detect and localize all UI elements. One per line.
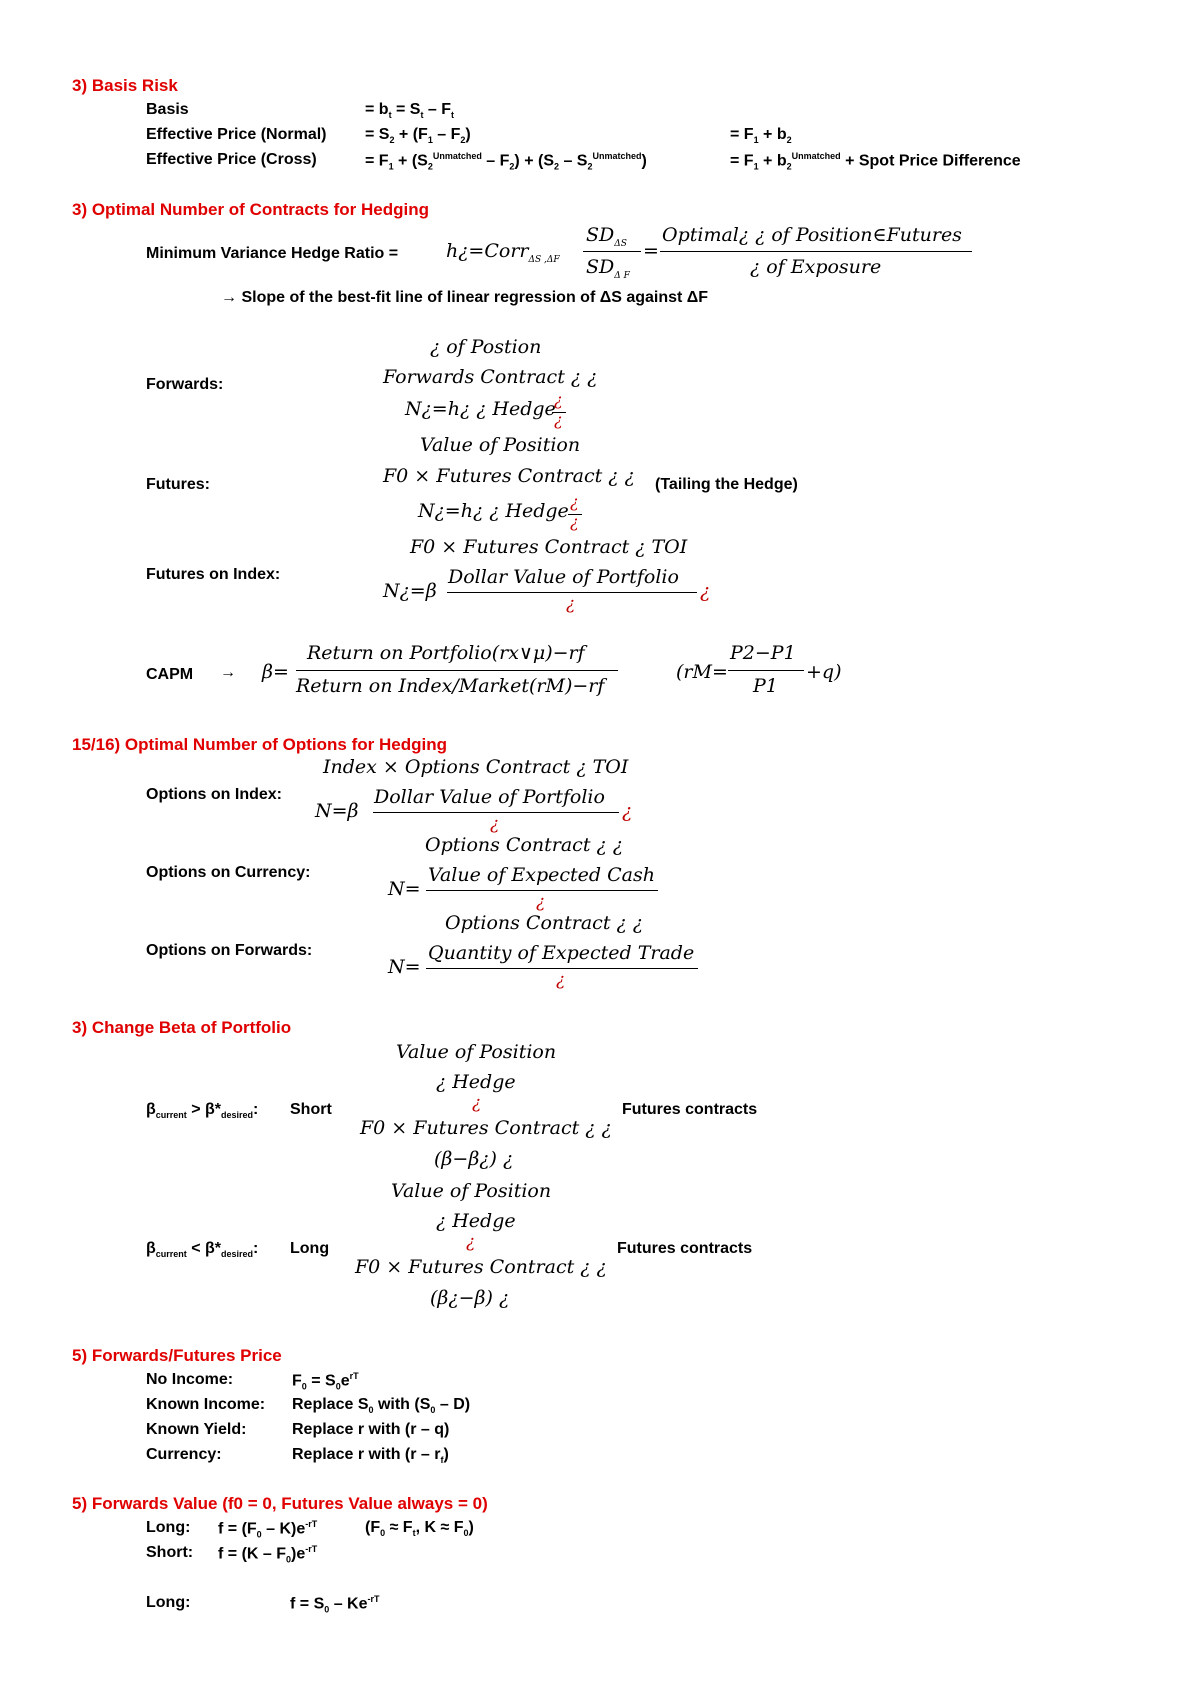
long-line-1: Value of Position xyxy=(391,1180,552,1202)
mvhr-equals: = xyxy=(643,240,659,262)
futures-label: Futures: xyxy=(146,476,210,493)
options-currency-line-1: Options Contract ¿ ¿ xyxy=(425,834,623,856)
long-condition: $\beta_{current} < \beta*_{desired}$: xyxy=(146,1240,259,1260)
long-line-4: (β¿−β) ¿ xyxy=(430,1287,510,1309)
options-index-bar xyxy=(373,812,619,813)
mvhr-lhs: h¿=Corr$_{\Delta S ,\Delta F}$ xyxy=(446,240,560,265)
futures-index-den: ¿ xyxy=(566,594,576,614)
futures-index-tail: ¿ xyxy=(700,580,711,602)
capm-rm-tail: +q) xyxy=(806,661,842,683)
effective-price-cross-alt: = $F_1 + b_2^{Unmatched}$ + Spot Price Difference xyxy=(730,151,1021,172)
long-line-2: ¿ Hedge xyxy=(436,1210,516,1232)
effective-price-cross-label: Effective Price (Cross) xyxy=(146,151,317,168)
optimal-position-numerator: Optimal¿ ¿ of Position∈Futures xyxy=(662,224,962,246)
options-forwards-lhs: N= xyxy=(388,956,421,978)
forwards-frac-den: ¿ xyxy=(554,410,563,429)
futures-frac-den: ¿ xyxy=(570,512,579,531)
effective-price-normal-formula: = $S_2 + (F_1 - F_2)$ xyxy=(365,126,471,146)
fv-long-formula: $f = (F_0 - K)e^{-rT}$ xyxy=(218,1519,318,1540)
long-line-3: F0 × Futures Contract ¿ ¿ xyxy=(355,1256,607,1278)
long-action: Long xyxy=(290,1240,330,1257)
capm-denominator: Return on Index/Market(rM)−rf xyxy=(296,675,605,697)
currency-value: Replace r with $(r - r_f)$ xyxy=(292,1446,449,1466)
short-action: Short xyxy=(290,1101,332,1118)
options-index-den: ¿ xyxy=(490,814,500,834)
known-yield-value: Replace r with (r – q) xyxy=(292,1421,450,1438)
futures-index-numerator: Dollar Value of Portfolio xyxy=(448,566,679,588)
capm-beta: β= xyxy=(262,661,289,683)
options-heading: 15/16) Optimal Number of Options for Hedging xyxy=(72,735,447,754)
forwards-label: Forwards: xyxy=(146,376,224,393)
mvhr-label: Minimum Variance Hedge Ratio = xyxy=(146,245,399,262)
effective-price-cross-formula: = $F_1 + (S_2^{Unmatched} - F_2) + (S_2 - S_2^{Unmatched})$ xyxy=(365,151,647,172)
options-currency-den: ¿ xyxy=(536,892,546,912)
options-forwards-numerator: Quantity of Expected Trade xyxy=(428,942,695,964)
forwards-value-heading: 5) Forwards Value (f0 = 0, Futures Value always = 0) xyxy=(72,1494,488,1513)
short-line-2: ¿ Hedge xyxy=(436,1071,516,1093)
short-suffix: Futures contracts xyxy=(622,1101,758,1118)
short-line-1: Value of Position xyxy=(396,1041,557,1063)
basis-label: Basis xyxy=(146,101,189,118)
options-currency-lhs: N= xyxy=(388,878,421,900)
futures-price-heading: 5) Forwards/Futures Price xyxy=(72,1346,282,1365)
futures-index-bar xyxy=(447,592,697,593)
capm-arrow: → xyxy=(220,664,236,681)
no-income-label: No Income: xyxy=(146,1371,234,1388)
options-forwards-line-1: Options Contract ¿ ¿ xyxy=(445,912,643,934)
fv-long2-label: Long: xyxy=(146,1594,191,1611)
capm-rm: (rM= xyxy=(676,661,728,683)
options-forwards-den: ¿ xyxy=(556,970,566,990)
capm-rm-bar xyxy=(728,670,804,671)
forwards-line-1: ¿ of Postion xyxy=(430,336,542,358)
sd-fraction-bar xyxy=(583,251,641,252)
forwards-line-2: Forwards Contract ¿ ¿ xyxy=(383,366,598,388)
options-forwards-label: Options on Forwards: xyxy=(146,942,313,959)
fv-long-note: ($F_0 \approx F_t$, $K \approx F_0$) xyxy=(365,1519,474,1539)
forwards-line-3: N¿=h¿ ¿ Hedge xyxy=(405,398,556,420)
no-income-value: $F_0 = S_0e^{rT}$ xyxy=(292,1371,359,1392)
capm-rm-denominator: P1 xyxy=(753,675,778,697)
effective-price-normal-label: Effective Price (Normal) xyxy=(146,126,327,143)
change-beta-heading: 3) Change Beta of Portfolio xyxy=(72,1018,292,1037)
futures-index-line-1: F0 × Futures Contract ¿ TOI xyxy=(410,536,688,558)
sd-numerator: $SD_{\Delta S}$ xyxy=(586,224,627,249)
short-mid-q: ¿ xyxy=(472,1093,482,1113)
options-index-line-1: Index × Options Contract ¿ TOI xyxy=(323,756,629,778)
options-index-tail: ¿ xyxy=(622,800,633,822)
fv-short-label: Short: xyxy=(146,1544,194,1561)
fv-long2-formula: $f = S_0 - Ke^{-rT}$ xyxy=(290,1594,380,1615)
options-index-lhs: N=β xyxy=(315,800,359,822)
futures-line-1: Value of Position xyxy=(420,434,581,456)
capm-rm-numerator: P2−P1 xyxy=(730,642,796,664)
fv-short-formula: $f = (K - F_0)e^{-rT}$ xyxy=(218,1544,318,1565)
known-yield-label: Known Yield: xyxy=(146,1421,247,1438)
long-mid-q: ¿ xyxy=(466,1232,476,1252)
optimal-fraction-bar xyxy=(660,251,972,252)
short-line-3: F0 × Futures Contract ¿ ¿ xyxy=(360,1117,612,1139)
options-currency-label: Options on Currency: xyxy=(146,864,311,881)
currency-label: Currency: xyxy=(146,1446,222,1463)
exposure-denominator: ¿ of Exposure xyxy=(750,256,882,278)
futures-index-lhs: N¿=β xyxy=(383,580,437,602)
fv-long-label: Long: xyxy=(146,1519,191,1536)
short-condition: $\beta_{current} > \beta*_{desired}$: xyxy=(146,1101,259,1121)
options-forwards-bar xyxy=(426,968,698,969)
futures-frac-num: ¿ xyxy=(570,492,579,511)
options-currency-bar xyxy=(426,890,658,891)
known-income-label: Known Income: xyxy=(146,1396,266,1413)
sd-denominator: $SD_{\Delta F}$ xyxy=(586,256,630,281)
long-suffix: Futures contracts xyxy=(617,1240,753,1257)
tailing-note: (Tailing the Hedge) xyxy=(655,476,798,493)
effective-price-normal-alt: = $F_1 + b_2$ xyxy=(730,126,792,146)
capm-label: CAPM xyxy=(146,666,194,683)
known-income-value: Replace $S_0$ with $(S_0 - D)$ xyxy=(292,1396,471,1416)
capm-numerator: Return on Portfolio(rx∨μ)−rf xyxy=(307,642,585,664)
futures-index-label: Futures on Index: xyxy=(146,566,281,583)
short-line-4: (β−β¿) ¿ xyxy=(434,1148,514,1170)
options-currency-numerator: Value of Expected Cash xyxy=(428,864,655,886)
basis-formula: = $b_t = S_t - F_t$ xyxy=(365,101,455,121)
optimal-contracts-heading: 3) Optimal Number of Contracts for Hedging xyxy=(72,200,430,219)
options-index-numerator: Dollar Value of Portfolio xyxy=(374,786,605,808)
basis-risk-heading: 3) Basis Risk xyxy=(72,76,178,95)
slope-note: → Slope of the best-fit line of linear regression of ΔS against ΔF xyxy=(221,289,709,306)
options-index-label: Options on Index: xyxy=(146,786,282,803)
capm-bar xyxy=(296,670,618,671)
futures-line-2: F0 × Futures Contract ¿ ¿ xyxy=(383,465,635,487)
forwards-frac-num: ¿ xyxy=(554,390,563,409)
futures-line-3: N¿=h¿ ¿ Hedge xyxy=(418,500,569,522)
